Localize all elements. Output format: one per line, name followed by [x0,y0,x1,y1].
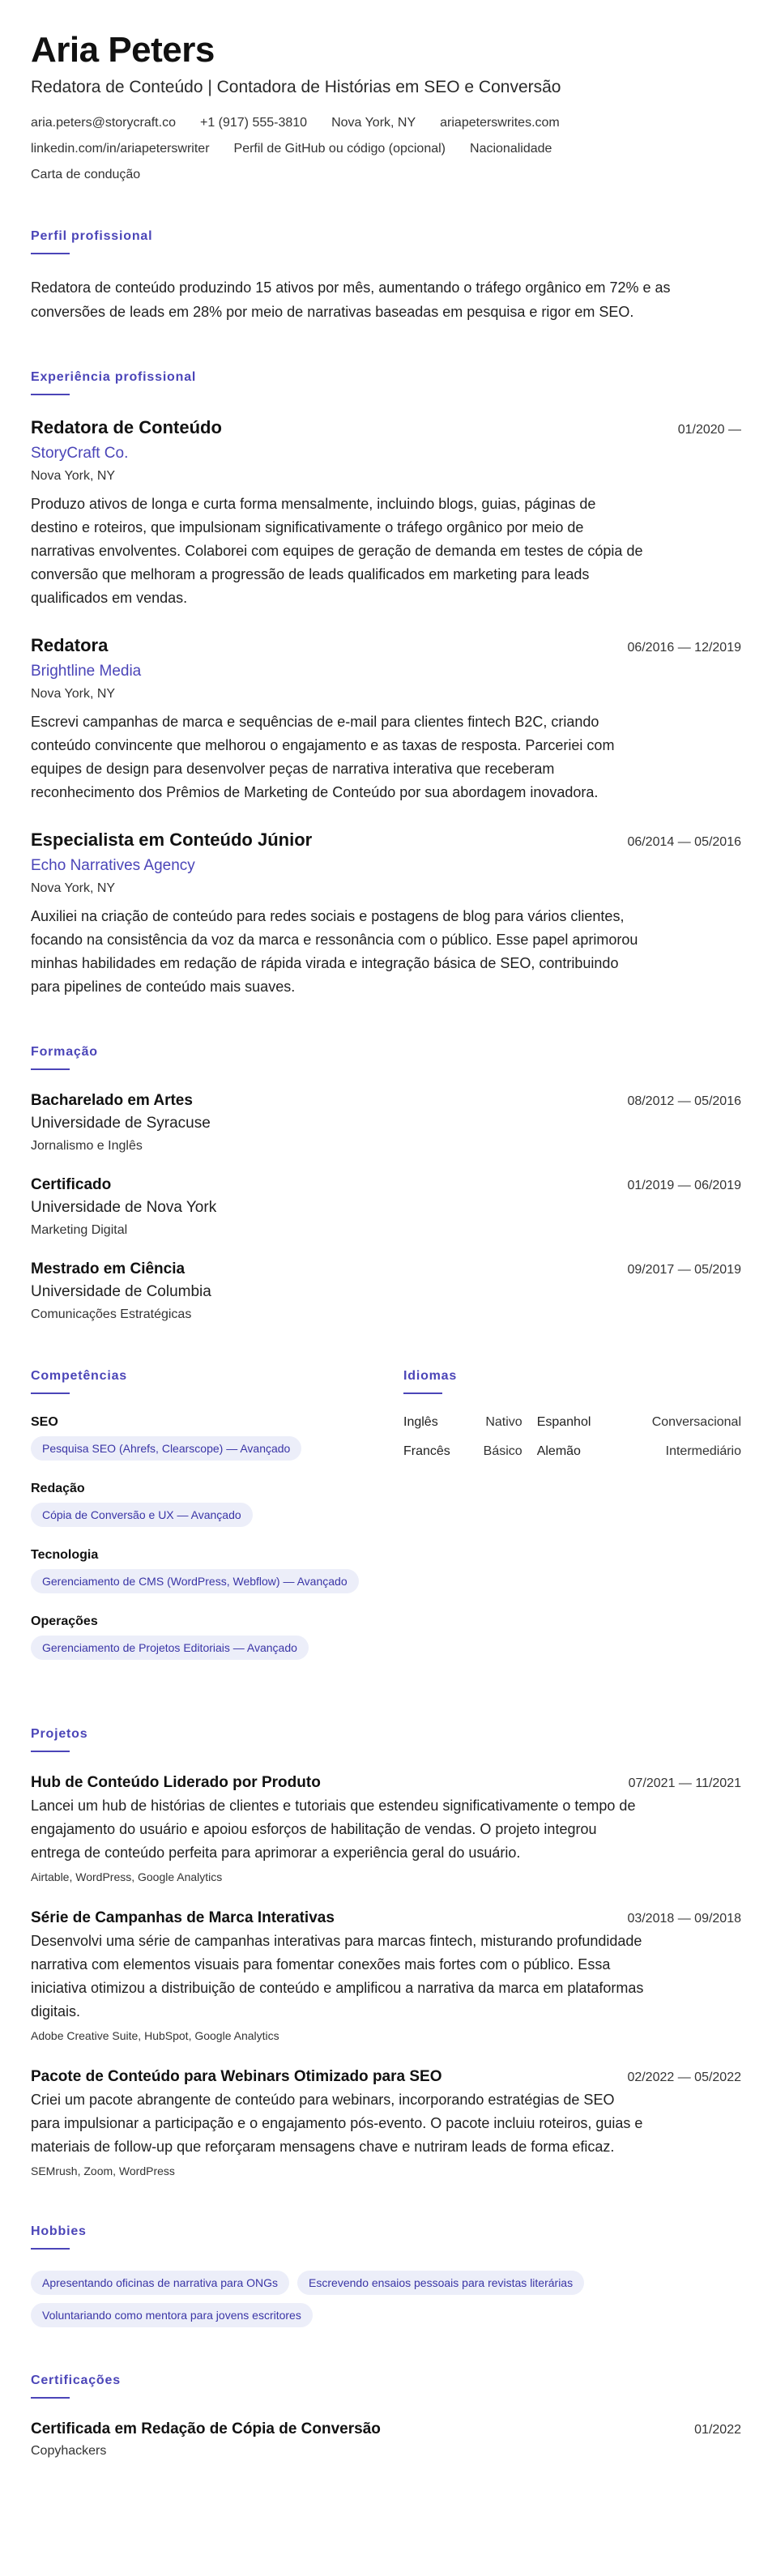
section-divider [403,1392,442,1394]
contact-github[interactable]: Perfil de GitHub ou código (opcional) [233,142,446,156]
certification-issuer: Copyhackers [31,2444,107,2458]
project-date: 07/2021 — 11/2021 [628,1776,741,1790]
profile-section [31,228,741,324]
hobby-pill: Apresentando oficinas de narrativa para ONGs [31,2271,289,2295]
education-field: Jornalismo e Inglês [31,1139,143,1153]
experience-section [31,369,741,999]
job-entry [31,634,741,804]
section-title: Formação [31,1045,98,1059]
contact-location: Nova York, NY [331,116,416,130]
education-date: 01/2019 — 06/2019 [627,1179,741,1192]
certification-entry [31,2420,741,2459]
job-date: 06/2014 — 05/2016 [627,835,741,849]
skill-group-name: Redação [31,1482,85,1495]
project-title: Série de Campanhas de Marca Interativas [31,1909,335,1926]
section-divider [31,1068,70,1070]
job-title: Redatora [31,635,109,655]
skill-pill: Gerenciamento de CMS (WordPress, Webflow) — Avançado [31,1569,359,1593]
section-divider [31,2248,70,2250]
language-level: Nativo [485,1415,522,1429]
education-school: Universidade de Columbia [31,1283,211,1300]
job-title: Redatora de Conteúdo [31,417,222,437]
projects-section [31,1726,741,2178]
section-divider [31,394,70,395]
skill-pill: Cópia de Conversão e UX — Avançado [31,1503,253,1527]
education-field: Marketing Digital [31,1223,128,1237]
education-degree: Mestrado em Ciência [31,1260,186,1277]
skills-languages-row [31,1368,741,1681]
section-title: Perfil profissional [31,229,153,243]
job-company[interactable]: StoryCraft Co. [31,445,129,462]
project-entry [31,1773,741,1884]
contact-email[interactable]: aria.peters@storycraft.co [31,116,176,130]
language-level: Conversacional [651,1415,741,1429]
section-title: Hobbies [31,2224,87,2238]
section-divider [31,253,70,254]
job-date: 06/2016 — 12/2019 [627,641,741,655]
language-row [403,1444,741,1474]
hobbies-section [31,2224,741,2327]
project-title: Hub de Conteúdo Liderado por Produto [31,1774,321,1791]
section-divider [31,1751,70,1752]
skills-section [31,1368,403,1681]
contact-phone[interactable]: +1 (917) 555-3810 [199,116,308,130]
education-date: 09/2017 — 05/2019 [627,1263,741,1277]
job-entry [31,416,741,610]
skill-group-name: Operações [31,1614,98,1628]
project-tools: SEMrush, Zoom, WordPress [31,2164,175,2177]
language-name: Alemão [536,1444,581,1458]
languages-section [403,1368,741,1681]
education-entry [31,1091,741,1154]
project-description: Criei um pacote abrangente de conteúdo para webinars, incorporando estratégias de SEO para impulsionar a participação e o engajamento pós-evento. O pacote incluiu roteiros, guias e materiais de follow-up que reforçaram mensagens chave e nutriram leads de forma eficaz. [31,2092,643,2155]
language-name: Francês [403,1444,450,1458]
skill-group [31,1548,403,1593]
education-entry [31,1175,741,1239]
candidate-tagline: Redatora de Conteúdo | Contadora de Histórias em SEO e Conversão [31,78,561,96]
skill-group [31,1614,403,1660]
education-section [31,1044,741,1323]
job-title: Especialista em Conteúdo Júnior [31,830,313,850]
project-tools: Adobe Creative Suite, HubSpot, Google Analytics [31,2029,279,2042]
contact-nationality: Nacionalidade [470,142,552,156]
section-title: Competências [31,1369,127,1383]
section-divider [31,1392,70,1394]
language-level: Básico [483,1444,522,1458]
section-title: Projetos [31,1727,88,1741]
skill-group [31,1415,403,1461]
education-field: Comunicações Estratégicas [31,1307,192,1321]
education-entry [31,1260,741,1323]
education-date: 08/2012 — 05/2016 [627,1094,741,1108]
project-description: Lancei um hub de histórias de clientes e tutoriais que estendeu significativamente o tempo de engajamento do usuário e apoiou esforços de habilitação de vendas. O projeto integrou entrega de conteúdo perfeita para aprimorar a experiência geral do usuário. [31,1798,636,1861]
hobbies-list [31,2271,695,2327]
job-entry [31,829,741,999]
skill-pill: Gerenciamento de Projetos Editoriais — Avançado [31,1636,309,1660]
certifications-section [31,2373,741,2459]
job-description: Produzo ativos de longa e curta forma mensalmente, incluindo blogs, guias, páginas de destino e roteiros, que impulsionam significativamente o tráfego orgânico por meio de narrativas envolventes. Colaborei com equipes de geração de demanda em testes de cópia de conversão que melhoram a progressão de leads qualificados em marketing para leads qualificados em vendas. [31,496,643,606]
language-name: Inglês [403,1415,438,1429]
hobby-pill: Escrevendo ensaios pessoais para revistas literárias [297,2271,584,2295]
project-title: Pacote de Conteúdo para Webinars Otimizado para SEO [31,2068,442,2085]
skill-group-name: Tecnologia [31,1548,99,1562]
contact-list [31,115,646,183]
certification-date: 01/2022 [694,2423,741,2437]
section-title: Certificações [31,2373,121,2387]
contact-driving-license: Carta de condução [31,168,141,181]
job-location: Nova York, NY [31,881,116,895]
contact-website[interactable]: ariapeterswrites.com [440,116,560,130]
project-entry [31,1909,741,2043]
contact-linkedin[interactable]: linkedin.com/in/ariapeterswriter [31,142,210,156]
section-title: Experiência profissional [31,370,197,384]
job-description: Auxiliei na criação de conteúdo para redes sociais e postagens de blog para vários clientes, focando na consistência da voz da marca e ressonância com o público. Esse papel aprimorou minhas habilidades em redação de rápida virada e integração básica de SEO, contribuindo para pipelines de conteúdo mais suaves. [31,908,638,995]
skill-group [31,1482,403,1527]
job-company[interactable]: Brightline Media [31,663,142,680]
profile-summary: Redatora de conteúdo produzindo 15 ativos por mês, aumentando o tráfego orgânico em 72% e as conversões de leads em 28% por meio de narrativas baseadas em pesquisa e rigor em SEO. [31,279,671,320]
job-location: Nova York, NY [31,687,116,701]
job-company[interactable]: Echo Narratives Agency [31,857,195,874]
language-name: Espanhol [536,1415,591,1429]
education-degree: Bacharelado em Artes [31,1092,193,1109]
job-date: 01/2020 — [677,423,741,437]
job-description: Escrevi campanhas de marca e sequências de e-mail para clientes fintech B2C, criando conteúdo convincente que melhorou o engajamento e as taxas de resposta. Parceriei com equipes de design para desenvolver peças de narrativa interativa que receberam reconhecimento dos Prêmios de Marketing de Conteúdo por sua abordagem inovadora. [31,714,615,800]
skill-group-name: SEO [31,1415,58,1429]
job-location: Nova York, NY [31,469,116,483]
education-school: Universidade de Nova York [31,1199,217,1216]
section-divider [31,2397,70,2399]
education-school: Universidade de Syracuse [31,1115,211,1132]
section-title: Idiomas [403,1369,458,1383]
project-description: Desenvolvi uma série de campanhas interativas para marcas fintech, misturando profundidade narrativa com elementos visuais para fomentar conexões mais fortes com o público. Essa iniciativa otimizou a distribuição de conteúdo e amplificou a narrativa da marca em plataformas digitais. [31,1933,644,2019]
languages-table [403,1415,741,1474]
resume-header [31,29,741,183]
certification-title: Certificada em Redação de Cópia de Conversão [31,2420,381,2437]
candidate-name: Aria Peters [31,30,215,70]
language-row [403,1415,741,1444]
project-date: 03/2018 — 09/2018 [627,1912,741,1926]
language-level: Intermediário [665,1444,741,1458]
project-date: 02/2022 — 05/2022 [627,2071,741,2084]
project-tools: Airtable, WordPress, Google Analytics [31,1870,223,1883]
skill-pill: Pesquisa SEO (Ahrefs, Clearscope) — Avançado [31,1436,301,1461]
hobby-pill: Voluntariando como mentora para jovens escritores [31,2303,313,2327]
project-entry [31,2067,741,2178]
education-degree: Certificado [31,1176,112,1193]
